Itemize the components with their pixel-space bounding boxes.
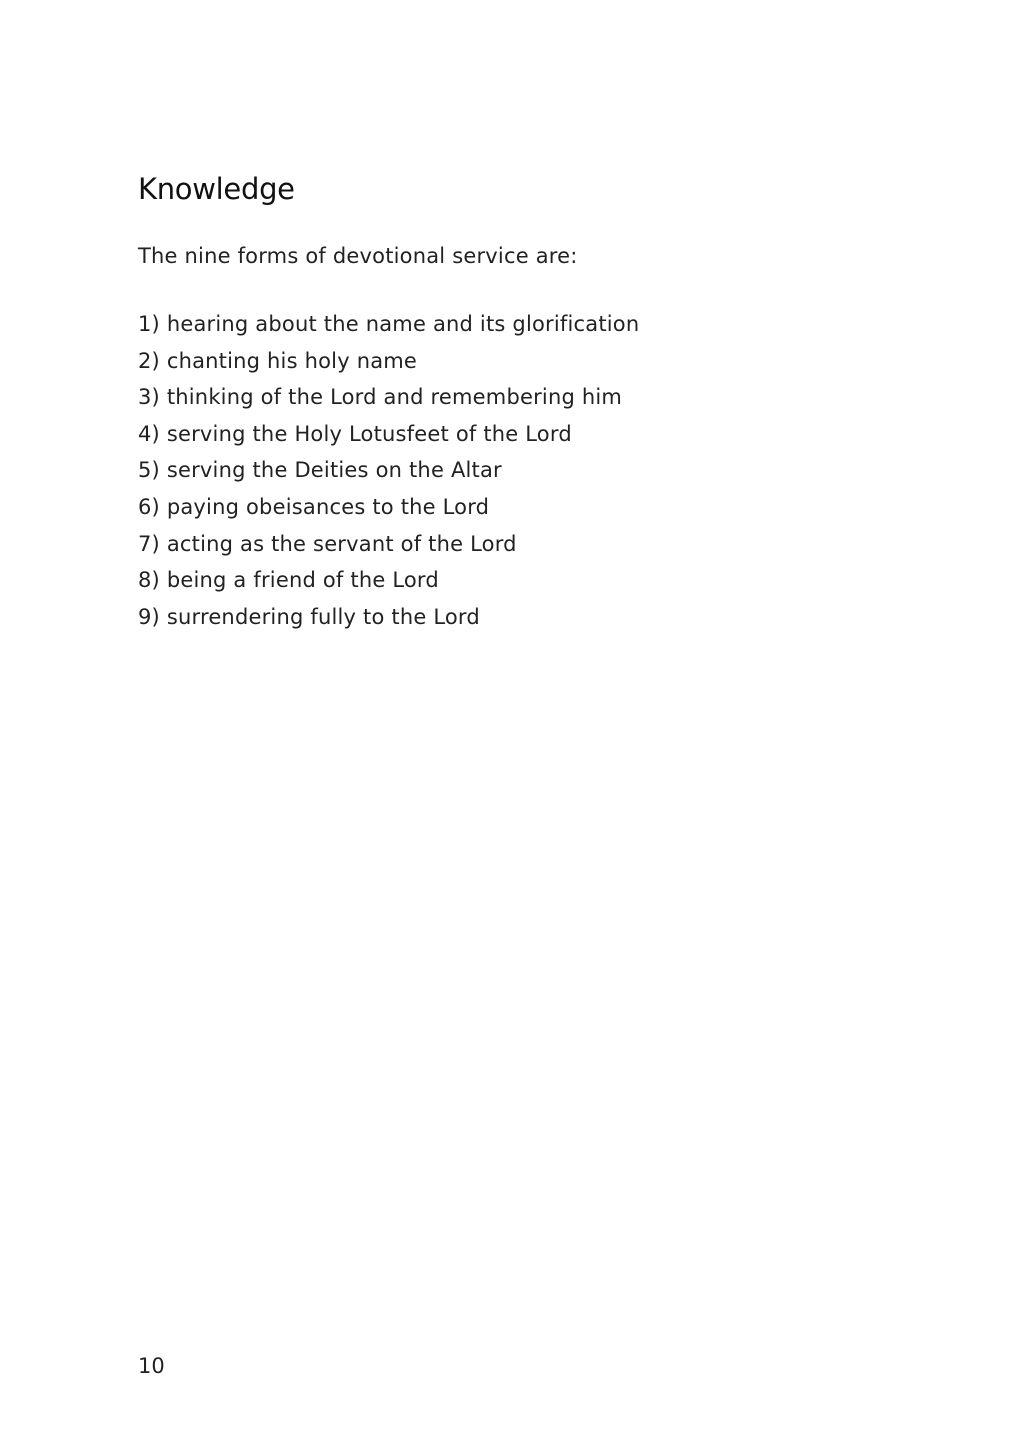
- list-item: 8) being a friend of the Lord: [138, 568, 439, 593]
- list-item: 6) paying obeisances to the Lord: [138, 494, 490, 519]
- list-item: 5) serving the Deities on the Altar: [138, 458, 502, 483]
- list-item: 7) acting as the servant of the Lord: [138, 531, 517, 556]
- list-item: 4) serving the Holy Lotusfeet of the Lord: [138, 421, 572, 446]
- list-item: 1) hearing about the name and its glorification: [138, 312, 640, 336]
- list-item: 2) chanting his holy name: [138, 348, 418, 373]
- page-title: Knowledge: [138, 172, 295, 206]
- devotional-service-list: [138, 306, 639, 635]
- list-item: 3) thinking of the Lord and remembering him: [138, 385, 623, 410]
- list-item: 9) surrendering fully to the Lord: [138, 604, 480, 629]
- intro-text: The nine forms of devotional service are:: [138, 244, 578, 268]
- page-number: 10: [138, 1354, 165, 1378]
